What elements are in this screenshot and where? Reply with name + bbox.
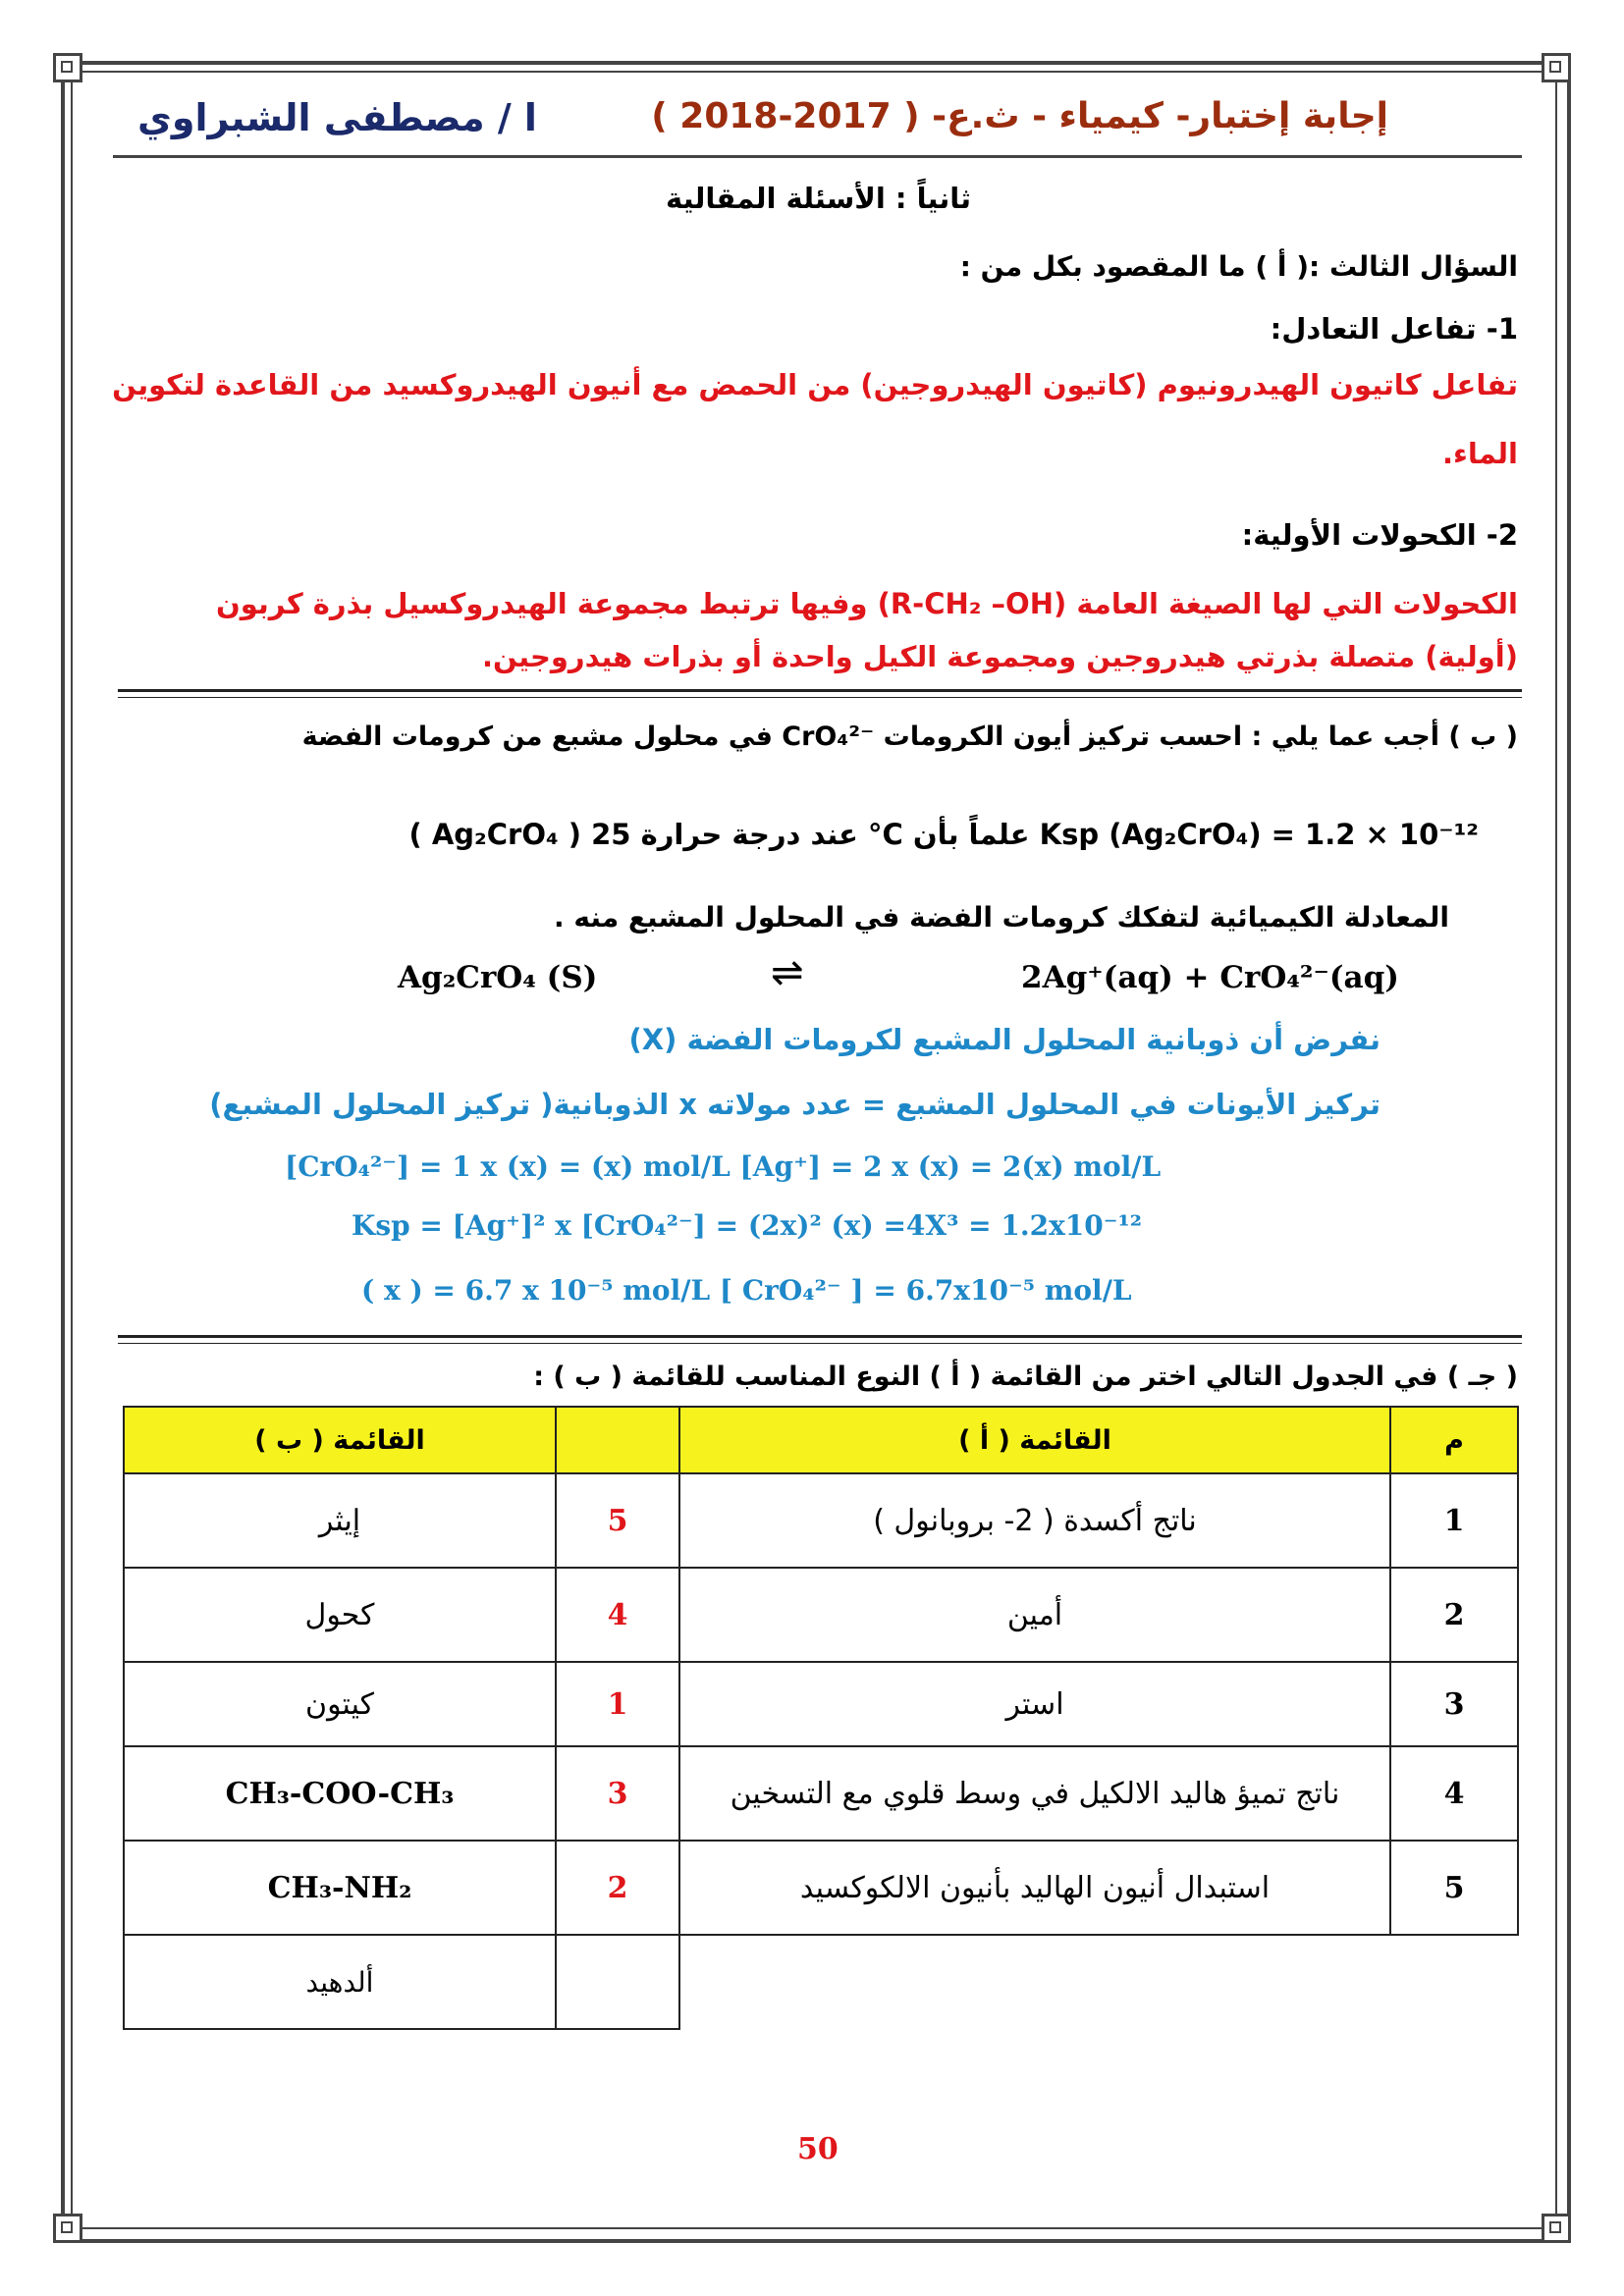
item-1-title: 1- تفاعل التعادل: [1270, 312, 1518, 346]
matching-table [123, 1406, 1519, 2030]
frame-corner-ornament [1542, 2214, 1571, 2243]
table-row [124, 1568, 1518, 1662]
section-title: ثانياً : الأسئلة المقالية [666, 182, 971, 215]
part-c-instruction: ( جـ ) في الجدول التالي اختر من القائمة ( أ ) النوع المناسب للقائمة ( ب ) : [533, 1362, 1518, 1392]
answer-cell: 1 [556, 1662, 679, 1746]
header-list-b: القائمة ( ب ) [124, 1407, 556, 1473]
list-a-item: ناتج أكسدة ( 2- بروبانول ) [679, 1473, 1390, 1568]
list-b-item: كيتون [124, 1662, 556, 1746]
table-row [124, 1746, 1518, 1841]
calculation-line-2: Ksp = [Ag⁺]² x [CrO₄²⁻] = (2x)² (x) =4X³ = 1.2x10⁻¹² [352, 1209, 1143, 1242]
solubility-assumption: نفرض أن ذوبانية المحلول المشبع لكرومات الفضة (X) [628, 1023, 1380, 1056]
item-1-answer-line-1: تفاعل كاتيون الهيدرونيوم (كاتيون الهيدروجين) من الحمض مع أنيون الهيدروكسيد من القاعدة لتكوين [112, 368, 1518, 401]
frame-corner-ornament [53, 53, 82, 82]
page-number: 50 [797, 2132, 839, 2166]
list-b-item: CH₃-COO-CH₃ [124, 1746, 556, 1841]
row-number: 5 [1390, 1841, 1518, 1935]
part-b-question-line-1: ( ب ) أجب عما يلي : احسب تركيز أيون الكرومات ‎CrO₄²⁻‎ في محلول مشبع من كرومات الفضة [301, 721, 1518, 752]
item-2-title: 2- الكحولات الأولية: [1241, 518, 1518, 552]
equation-reactant: Ag₂CrO₄ (S) [398, 960, 598, 995]
table-row [124, 1841, 1518, 1935]
answer-cell [556, 1935, 679, 2029]
list-b-item: ألدهيد [124, 1935, 556, 2029]
table-row [124, 1473, 1518, 1568]
header-answer [556, 1407, 679, 1473]
header-list-a: القائمة ( أ ) [679, 1407, 1390, 1473]
item-2-answer-line-2: (أولية) متصلة بذرتي هيدروجين ومجموعة الكيل واحدة أو بذرات هيدروجين. [482, 640, 1518, 673]
list-a-item: أمين [679, 1568, 1390, 1662]
row-number: 4 [1390, 1746, 1518, 1841]
header-author: ا / مصطفى الشبراوي [137, 96, 537, 139]
row-number: 3 [1390, 1662, 1518, 1746]
part-b-question-line-2: ( Ag₂CrO₄ ) عند درجة حرارة 25 °C علماً بأن Ksp (Ag₂CrO₄) = 1.2 × 10⁻¹² [408, 818, 1479, 851]
answer-cell: 3 [556, 1746, 679, 1841]
concentration-note: تركيز الأيونات في المحلول المشبع = عدد مولاته x الذوبانية( تركيز المحلول المشبع) [209, 1088, 1380, 1121]
calculation-line-1: [CrO₄²⁻] = 1 x (x) = (x) mol/L [Ag⁺] = 2 x (x) = 2(x) mol/L [285, 1150, 1162, 1183]
equation-products: 2Ag⁺(aq) + CrO₄²⁻(aq) [1021, 960, 1399, 995]
section-separator [118, 689, 1522, 698]
section-separator [118, 1335, 1522, 1344]
header-num: م [1390, 1407, 1518, 1473]
calculation-line-3: ( x ) = 6.7 x 10⁻⁵ mol/L [ CrO₄²⁻ ] = 6.7x10⁻⁵ mol/L [361, 1274, 1132, 1307]
header-divider [113, 155, 1522, 158]
list-a-item: استبدال أنيون الهاليد بأنيون الالكوكسيد [679, 1841, 1390, 1935]
row-number [1390, 1935, 1518, 2029]
list-b-item: كحول [124, 1568, 556, 1662]
list-a-item: ناتج تميؤ هاليد الالكيل في وسط قلوي مع التسخين [679, 1746, 1390, 1841]
header-title: إجابة إختبار- كيمياء - ث.ع- ( 2017-2018 ) [651, 96, 1388, 136]
answer-cell: 2 [556, 1841, 679, 1935]
answer-cell: 4 [556, 1568, 679, 1662]
list-a-item [679, 1935, 1390, 2029]
table-header-row [124, 1407, 1518, 1473]
list-b-item: إيثر [124, 1473, 556, 1568]
equation-intro: المعادلة الكيميائية لتفكك كرومات الفضة في المحلول المشبع منه . [554, 901, 1449, 934]
table-row [124, 1935, 1518, 2029]
frame-corner-ornament [1542, 53, 1571, 82]
frame-corner-ornament [53, 2214, 82, 2243]
item-1-answer-line-2: الماء. [1441, 437, 1518, 470]
list-a-item: استر [679, 1662, 1390, 1746]
question-3-label: السؤال الثالث :( أ ) ما المقصود بكل من : [959, 250, 1518, 283]
row-number: 2 [1390, 1568, 1518, 1662]
list-b-item: CH₃-NH₂ [124, 1841, 556, 1935]
table-row [124, 1662, 1518, 1746]
row-number: 1 [1390, 1473, 1518, 1568]
equilibrium-arrow-icon: ⇌ [771, 950, 804, 995]
item-2-answer-line-1: الكحولات التي لها الصيغة العامة (R-CH₂ –OH) وفيها ترتبط مجموعة الهيدروكسيل بذرة كربون [215, 587, 1518, 620]
answer-cell: 5 [556, 1473, 679, 1568]
